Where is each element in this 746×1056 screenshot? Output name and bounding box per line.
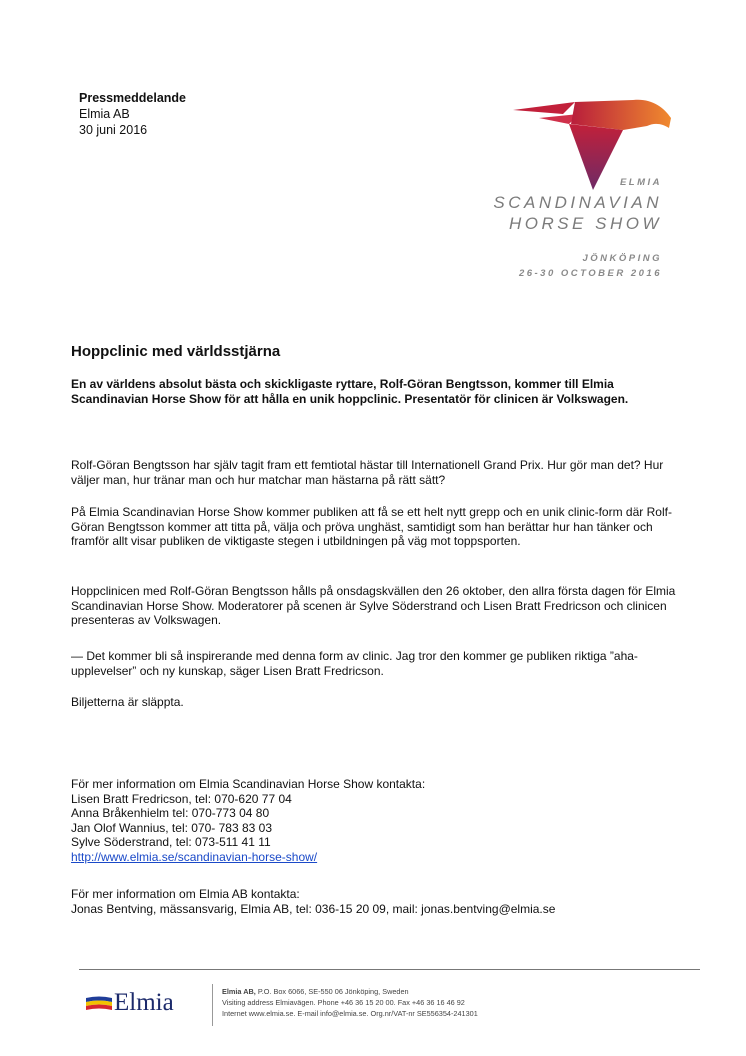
ab-contact-person: Jonas Bentving, mässansvarig, Elmia AB, tel: 036-15 20 09, mail: jonas.bentving@elmia.se: [71, 901, 556, 916]
article-paragraph: Rolf-Göran Bengtsson har själv tagit fram ett femtiotal hästar till Internationell Grand Prix. Hur gör man det? Hur väljer man, hur tränar man och hur matchar man hästarna på rätt sätt?: [71, 458, 664, 487]
document-type: Pressmeddelande: [79, 91, 186, 105]
footer-separator: [212, 984, 213, 1026]
show-contacts: [71, 777, 691, 864]
footer-divider: [79, 969, 700, 970]
logo-horse-show: HORSE SHOW: [508, 214, 662, 233]
logo-city: JÖNKÖPING: [582, 253, 662, 264]
ab-contact-heading: För mer information om Elmia AB kontakta:: [71, 887, 300, 901]
logo-dates: 26-30 OCTOBER 2016: [518, 268, 662, 279]
article-paragraph: På Elmia Scandinavian Horse Show kommer publiken att få se ett helt nytt grepp och en unik clinic-form där Rolf-Göran Bengtsson kommer att titta på, välja och pröva unghäst, samtidigt som han berättar hur han tänker och framför allt visar publiken de viktigaste stegen i utbildningen på väg mot toppsporten.: [71, 505, 672, 548]
footer-company: Elmia AB,: [222, 987, 256, 996]
article-title: Hoppclinic med världsstjärna: [71, 343, 281, 360]
ab-contacts: [71, 887, 691, 916]
article-quote: — Det kommer bli så inspirerande med denna form av clinic. Jag tror den kommer ge publiken riktiga ”aha-upplevelser” och ny kunskap, säger Lisen Bratt Fredricson.: [71, 649, 638, 678]
organization: Elmia AB: [79, 107, 130, 121]
show-contact-heading: För mer information om Elmia Scandinavian Horse Show kontakta:: [71, 777, 426, 791]
footer-postal: P.O. Box 6066, SE-550 06 Jönköping, Sweden: [255, 987, 409, 996]
logo-scandinavian: SCANDINAVIAN: [493, 193, 662, 212]
contact-person: Sylve Söderstrand, tel: 073-511 41 11: [71, 835, 271, 849]
elmia-wordmark: Elmia: [114, 989, 174, 1016]
contact-person: Lisen Bratt Fredricson, tel: 070-620 77 04: [71, 791, 292, 806]
show-website-link[interactable]: http://www.elmia.se/scandinavian-horse-show/: [71, 849, 318, 864]
footer-address: [222, 986, 478, 1019]
article-paragraph: Biljetterna är släppta.: [71, 695, 184, 709]
article-lead: En av världens absolut bästa och skickligaste ryttare, Rolf-Göran Bengtsson, kommer till Elmia Scandinavian Horse Show för att hålla en unik hoppclinic. Presentatör för clinicen är Volkswagen.: [71, 377, 629, 406]
logo-elmia: ELMIA: [619, 177, 662, 188]
elmia-flag-icon: [86, 996, 112, 1012]
release-date: 30 juni 2016: [79, 123, 148, 137]
footer-internet: Internet www.elmia.se. E-mail info@elmia.se. Org.nr/VAT-nr SE556354-241301: [222, 1009, 478, 1018]
press-header: [79, 90, 186, 138]
article-paragraph: Hoppclinicen med Rolf-Göran Bengtsson hålls på onsdagskvällen den 26 oktober, den allra första dagen för Elmia Scandinavian Horse Show. Moderatorer på scenen är Sylve Söderstrand och Lisen Bratt Fredricson och clinicen presenteras av Volkswagen.: [71, 584, 676, 627]
contact-person: Anna Bråkenhielm tel: 070-773 04 80: [71, 806, 270, 820]
footer-visiting: Visiting address Elmiavägen. Phone +46 36 15 20 00. Fax +46 36 16 46 92: [222, 998, 465, 1007]
contact-person: Jan Olof Wannius, tel: 070- 783 83 03: [71, 820, 273, 835]
